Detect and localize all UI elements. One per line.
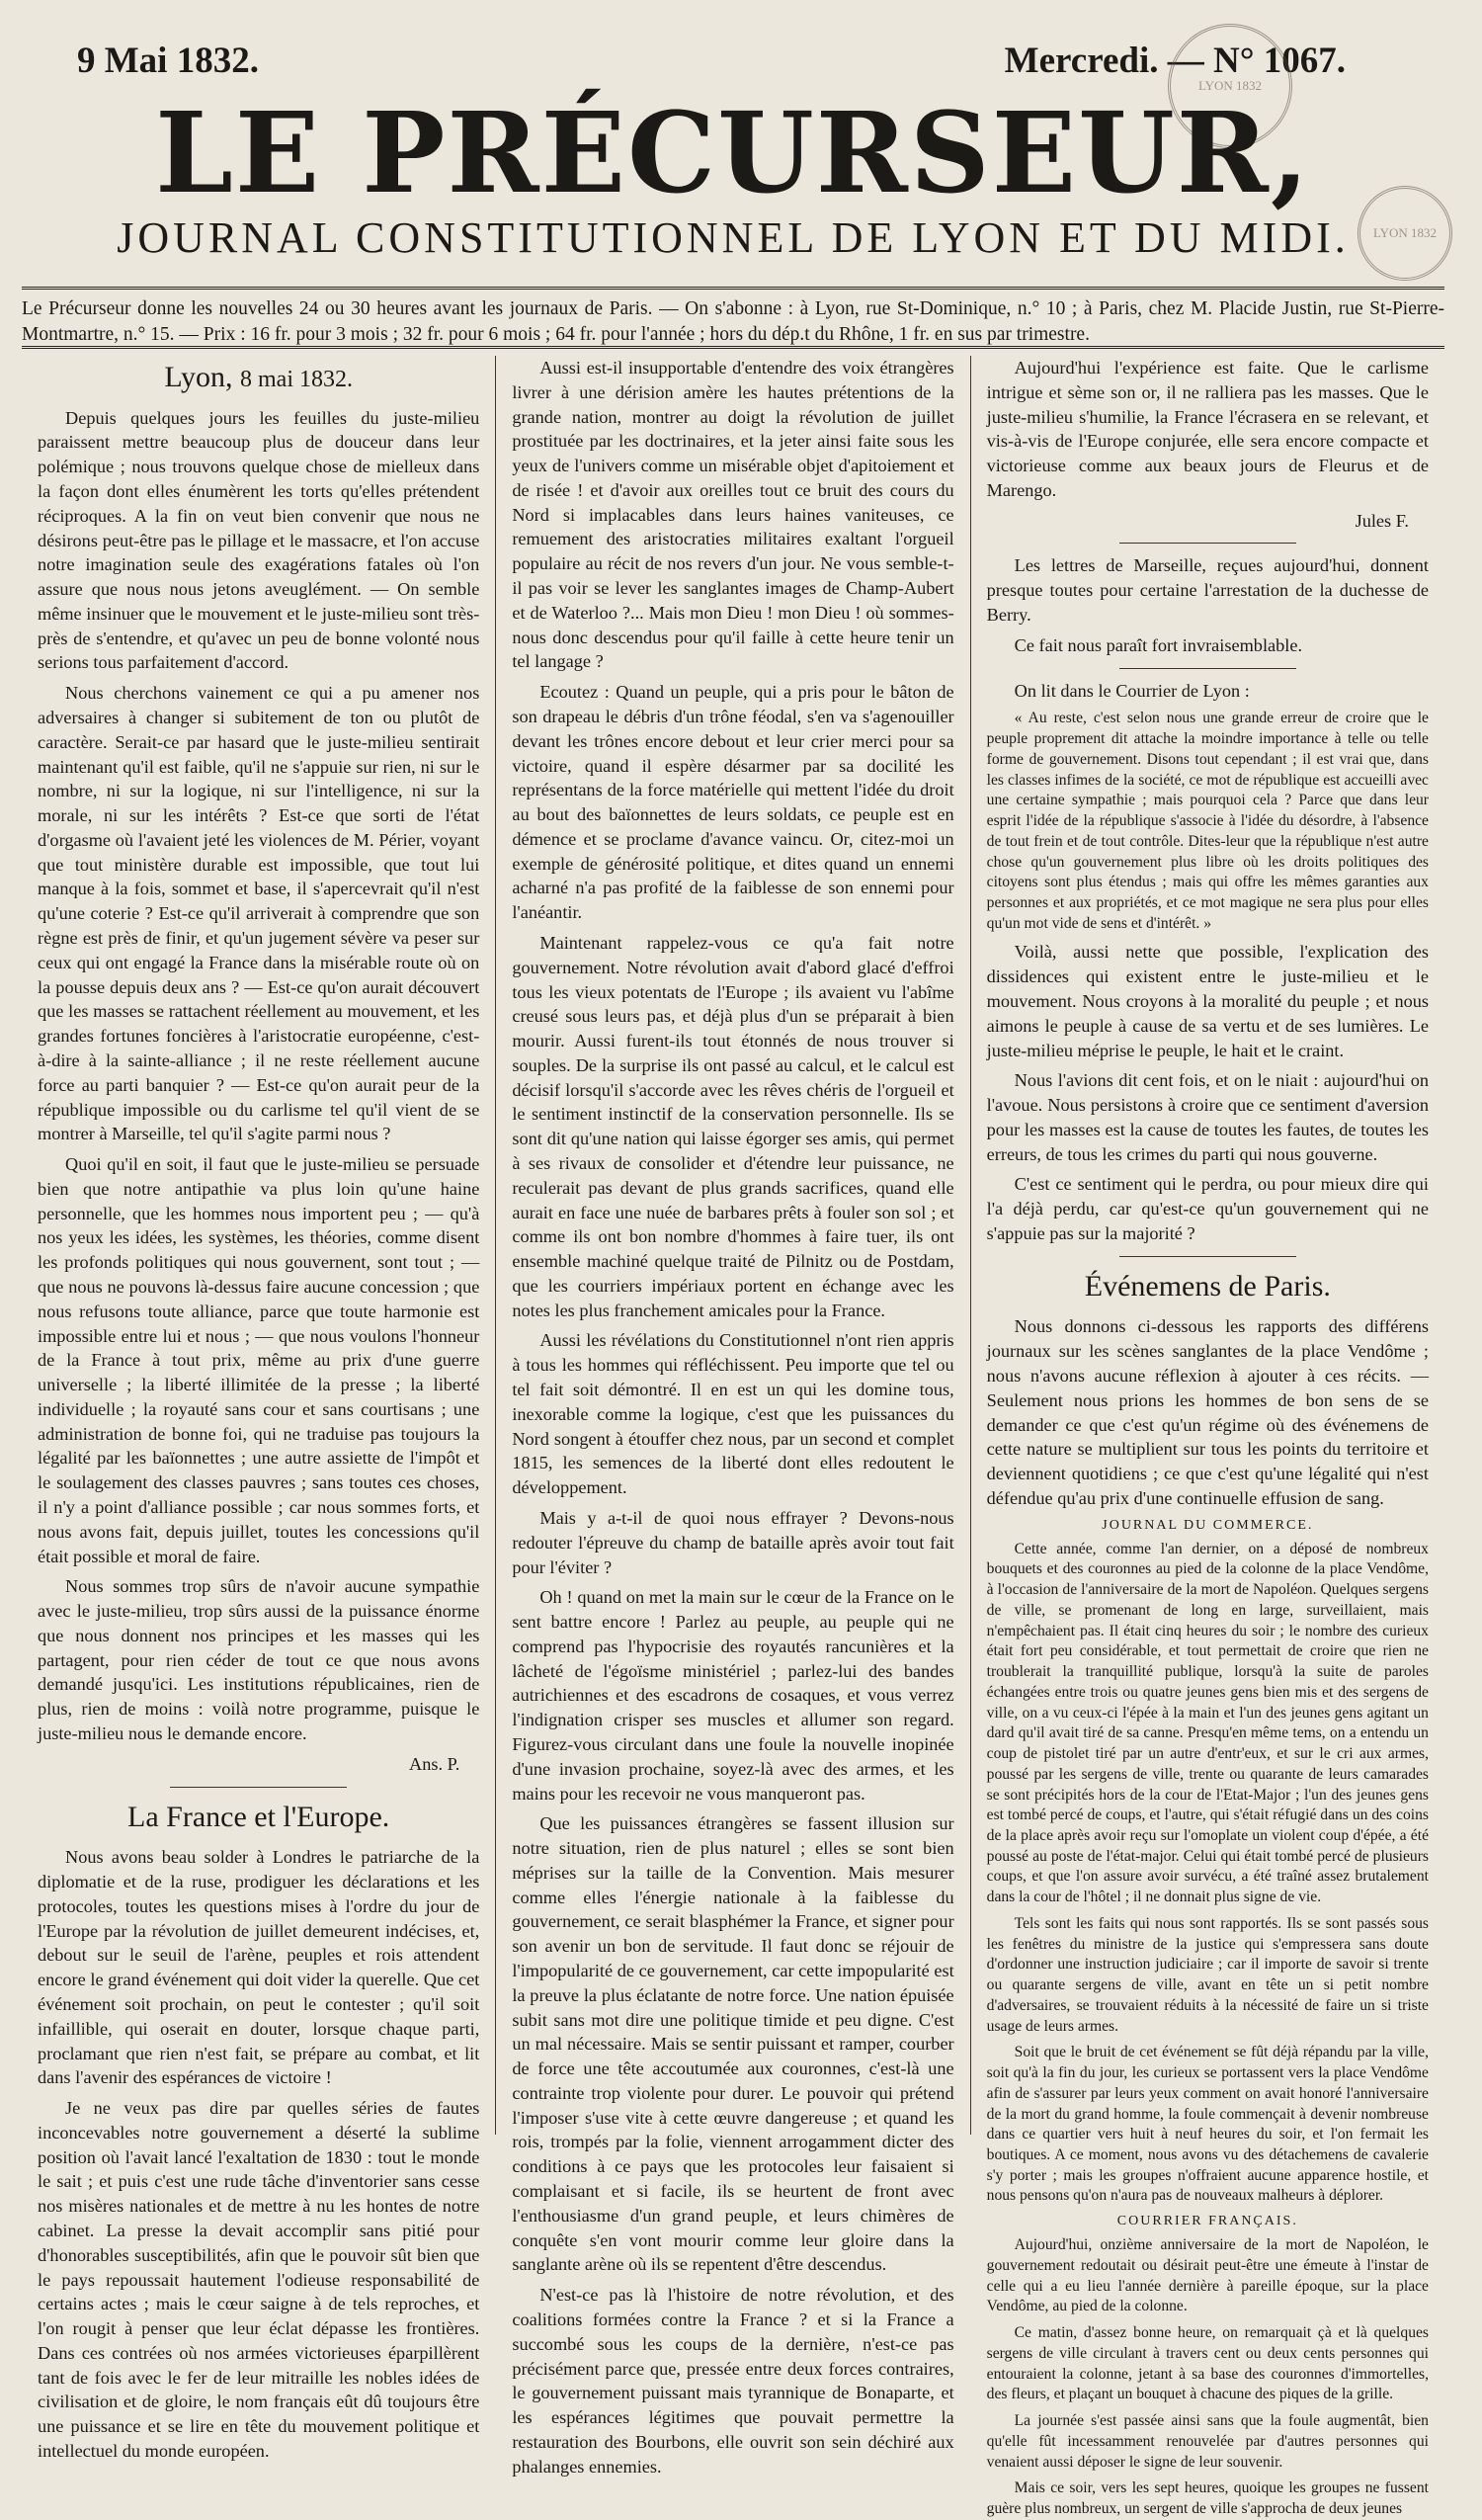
paragraph: Cette année, comme l'an dernier, on a déposé de nombreux bouquets et des couronnes au pied de la colonne de la place Vendôme, à l'occasion de l'anniversaire de la mort de Napoléon. Quelques sergens de ville, se promenant de long en large, surveillaient, mais n'empêchaient pas. Il était cinq heures du soir ; le nombre des curieux était fort peu considérable, et tout permettait de croire que rien ne troublerait la tranquillité publique, lorsqu'à la suite de paroles échangées entre trois ou quatre jeunes gens bien mis et des sergens de ville, on a vu ceux-ci l'épée à la main et l'un des jeunes gens agitant un dard qu'il avait tiré de sa canne. Presqu'en même tems, on a entendu un coup de pistolet tiré par un autre d'entr'eux, et sur le cri aux armes, poussé par les sergens de ville, trente ou quarante de leurs camarades se sont précipités hors de la cour de l'Etat-Major ; l'un des jeunes gens est tombé percé de coups, et l'autre, qui s'était réfugié dans un des coins de la place après avoir reçu sur l'omoplate un violent coup d'épée, a été poussé au poste de l'état-major. Celui qui était tombé percé de plusieurs coups, et que l'on assure avoir survécu, a été traîné assez brutalement dans la cour de l'hôtel ; il ne donnait plus signe de vie. bbox=[986, 1540, 1429, 1906]
section-divider bbox=[1119, 1256, 1296, 1257]
masthead-rule bbox=[22, 287, 1444, 290]
paragraph: Soit que le bruit de cet événement se fût déjà répandu par la ville, soit qu'à la fin du jour, les curieux se portassent vers la place Vendôme afin de s'assurer par leurs yeux comment on avait honoré l'anniversaire de la mort du grand homme, la foule commençait à devenir nombreuse dans ce quartier vers huit à neuf heures du soir, et l'on fermait les boutiques. A ce moment, nous avons vu des détachemens de cavalerie s'y porter ; mais les groupes n'offraient aucune apparence hostile, et nous pensons qu'on n'aura pas de nouveaux malheurs à déplorer. bbox=[986, 2044, 1429, 2205]
issue-number: Mercredi. — N° 1067. bbox=[1004, 41, 1346, 81]
subscription-notice: Le Précurseur donne les nouvelles 24 ou 30 heures avant les journaux de Paris. — On s'abonne : à Lyon, rue St-Dominique, n.° 10 ; à Paris, chez M. Placide Justin, rue St-Pierre-Montmartre, n.° 15. — Prix : 16 fr. pour 3 mois ; 32 fr. pour 6 mois ; 64 fr. pour l'année ; hors du dép.t du Rhône, 1 fr. en sus par trimestre. bbox=[22, 298, 1444, 346]
heading-date: 8 mai 1832. bbox=[240, 367, 353, 392]
paragraph: Que les puissances étrangères se fassent illusion sur notre situation, rien de plus naturel ; elles se sont bien méprises sur la taille de la Convention. Mais mesurer comme elles l'énergie nationale à la faiblesse du gouvernement, ce serait blasphémer la France, et signer pour son avenir un bon de servitude. Il faut donc se réjouir de l'impopularité de ce gouvernement, car cette impopularité est la preuve la plus éclatante de notre force. Une nation épuisée subit sans mot dire une politique timide et peu digne. C'est un mal nécessaire. Mais se sentir puissant et ramper, courber de force une tête accoutumée aux couronnes, c'est-là une contrainte trop violente pour durer. Le pouvoir qui prétend l'imposer s'use vite à cette œuvre dangereuse ; et quand les rois, trompés par la folie, viennent arrogamment dicter des conditions à ce pays que les protocoles leur faisaient si complaisant et si facile, ils se heurtent de front avec l'enthousiasme d'un grand peuple, et leurs chimères de conquête s'en vont mourir comme leur gloire dans la sanglante arène où ils se repentent d'être descendus. bbox=[512, 1813, 954, 2275]
paragraph: C'est ce sentiment qui le perdra, ou pour mieux dire qui l'a déjà perdu, car qu'est-ce qu'un gouvernement qui ne s'appuie pas sur la majorité ? bbox=[986, 1174, 1429, 1244]
paragraph: Je ne veux pas dire par quelles séries de fautes inconcevables notre gouvernement a déserté la sublime position où l'avait lancé l'exaltation de 1830 : tout le monde le sait ; et puis c'est une rude tâche d'inventorier sans cesse nos misères nationales et de mettre à nu les hontes de notre cabinet. La presse la devait accomplir sans pitié pour d'honorables susceptibilités, afin que le pouvoir sût bien que le pays repoussait hautement l'odieuse responsabilité de certains actes ; mais le cœur saigne à de tels reproches, et l'on rougit à penser que leur éclat dépasse les frontières. Dans ces contrées où nos armées victorieuses éparpillèrent tant de fois avec le fer de leur mitraille les nobles idées de civilisation et de gloire, le nom français eût dû toujours être une puissance et se lire en tête du mouvement politique et intellectuel du monde européen. bbox=[38, 2098, 480, 2461]
notice-rule bbox=[22, 346, 1444, 349]
paragraph: Mais y a-t-il de quoi nous effrayer ? Devons-nous redouter l'épreuve du champ de bataille après avoir tout fait pour l'éviter ? bbox=[512, 1507, 954, 1577]
paragraph: La journée s'est passée ainsi sans que la foule augmentât, bien qu'elle fût incessamment renouvelée par d'autres personnes qui venaient aussi déposer le signe de leur souvenir. bbox=[986, 2412, 1429, 2471]
section-heading: Événemens de Paris. bbox=[1084, 1269, 1331, 1302]
paragraph: Oh ! quand on met la main sur le cœur de la France on le sent battre encore ! Parlez au peuple, au peuple qui ne comprend pas l'hypocrisie des royautés rancunières et la lâcheté de l'égoïsme ministériel ; parlez-lui des bandes autrichiennes et des escadrons de cosaques, et vous verrez l'indignation crisper ses muscles et allumer son regard. Figurez-vous circulant dans une foule la nouvelle inopinée d'une invasion prochaine, soyez-là avec des armes, et les mains pour les recevoir ne vous manqueront pas. bbox=[512, 1587, 954, 1804]
quoted-paragraph: « Au reste, c'est selon nous une grande erreur de croire que le peuple proprement dit attache la moindre importance à telle ou telle forme de gouvernement. Disons tout cependant ; il est vrai que, dans les classes infimes de la société, ce mot de république est accueilli avec une certaine sympathie ; mais pourquoi cela ? Parce que dans leur esprit l'idée de la république s'associe à l'idée du désordre, à l'absence de tout frein et de tout contrôle. Dites-leur que la république n'est autre chose qu'un gouvernement plus libre où les droits politiques des citoyens sont plus étendus ; mais qui offre les mêmes garanties aux personnes et aux propriétés, et ce mot magique ne sera plus pour elles qu'un mot vide de sens et d'intérêt. » bbox=[986, 710, 1429, 932]
section-divider bbox=[170, 1787, 347, 1788]
paragraph: Aujourd'hui, onzième anniversaire de la mort de Napoléon, le gouvernement redoutait ou désirait peut-être une émeute à l'instar de celle qui a eu lieu l'année dernière à pareille époque, sur la place Vendôme, au pied de la colonne. bbox=[986, 2236, 1429, 2315]
paragraph: Voilà, aussi nette que possible, l'explication des dissidences qui existent entre le juste-milieu et le mouvement. Nous croyons à la moralité du peuple ; et nous aimons le peuple à cause de sa vertu et de ses lumières. Le juste-milieu méprise le peuple, le hait et le craint. bbox=[986, 942, 1429, 1060]
column-2 bbox=[495, 356, 969, 2477]
paragraph: Quoi qu'il en soit, il faut que le juste-milieu se persuade bien que notre antipathie va plus loin qu'une haine personnelle, que les hommes nous importent peu ; — qu'à nos yeux les idées, les systèmes, les théories, comme disent les profonds politiques qui nous gouvernent, sont tout ; — que nous ne pouvons là-dessus faire aucune concession ; que nous refusons toute alliance, parce que toute harmonie est impossible entre lui et nous ; — que nous voulons l'honneur de la France à tout prix, même au prix d'une guerre universelle ; la liberté illimitée de la presse ; la liberté individuelle ; la royauté sans cour et sans courtisans ; une administration de bonne foi, qui ne traduise pas toujours la légalité par les baïonnettes ; une autre assiette de l'impôt et le soulagement des classes pauvres ; sans toutes ces choses, il n'y a point d'alliance possible ; car nous sommes forts, et nous avons fait, depuis juillet, toutes les concessions qu'il était possible et moral de faire. bbox=[38, 1154, 480, 1566]
paragraph: Aussi les révélations du Constitutionnel n'ont rien appris à tous les hommes qui réfléchissent. Peu importe que tel ou tel fait soit démontré. Il en est un qui les domine tous, inexorable comme la logique, c'est que les puissances du Nord songent à étouffer chez nous, par un second et complet 1815, les semences de la liberté dont elles redoutent le développement. bbox=[512, 1330, 954, 1498]
issue-date: 9 Mai 1832. bbox=[77, 41, 259, 81]
heading-city: Lyon, bbox=[164, 361, 233, 393]
paragraph: Ecoutez : Quand un peuple, qui a pris pour le bâton de son drapeau le débris d'un trône féodal, s'en va s'agenouiller devant les trônes encore debout et leur crier merci pour sa victoire, quand il espère désarmer par sa docilité les représentans de la force matérielle qui mettent l'idée du droit au bout des baïonnettes de leurs soldats, ce peuple est en démence et se proclame d'avance vaincu. Or, citez-moi un exemple de générosité politique, et dites quand un ennemi acharné n'a pas profité de la faiblesse de son ennemi pour l'anéantir. bbox=[512, 682, 954, 923]
paragraph: Nous avons beau solder à Londres le patriarche de la diplomatie et de la ruse, prodiguer les déclarations et les protocoles, toutes les questions mises à l'ordre du jour de l'Europe par la révolution de juillet demeurent indécises, et, debout sur le seuil de l'arène, peuples et rois attendent encore le grand événement qui doit vider la querelle. Que cet événement soit prochain, on peut le contester ; qu'il soit infaillible, qui oserait en douter, lorsque chaque parti, proclamant que rien n'est fait, se prépare au combat, et lit dans l'avenir des espérances de victoire ! bbox=[38, 1847, 480, 2088]
paragraph: Tels sont les faits qui nous sont rapportés. Ils se sont passés sous les fenêtres du ministre de la justice qui s'empressera sans doute d'ordonner une instruction judiciaire ; car il importe de savoir si trente ou quarante sergens de ville, avant en tête un si petit nombre d'adversaires, se trouvaient réduits à la nécessité de faire un si triste usage de leurs armes. bbox=[986, 1914, 1429, 2035]
paragraph: Aussi est-il insupportable d'entendre des voix étrangères livrer à une dérision amère les hautes prétentions de la grande nation, montrer au doigt la révolution de juillet prostituée par les doctrinaires, et la jeter ainsi faite sous les yeux de l'univers comme un misérable objet d'apitoiement et de risée ! et d'avoir aux oreilles tout ce bruit des cours du Nord si implacables dans leurs haines vaniteuses, ce remuement des aristocraties militaires exaltant l'orgueil populaire au récit de nos revers d'un jour. Ne vous semble-t-il pas voir se lever les sanglantes images de Champ-Aubert et de Waterloo ?... Mais mon Dieu ! mon Dieu ! où sommes-nous donc descendus pour qu'il faille à cette heure tenir un tel langage ? bbox=[512, 358, 954, 672]
column-3 bbox=[970, 356, 1444, 2517]
paragraph: Nous l'avions dit cent fois, et on le niait : aujourd'hui on l'avoue. Nous persistons à croire que ce sentiment d'aversion pour les masses est la cause de toutes les fautes, de toutes les erreurs, de tous les crimes du parti qui nous gouverne. bbox=[986, 1070, 1429, 1164]
paragraph: Nous cherchons vainement ce qui a pu amener nos adversaires à changer si subitement de ton ou plutôt de caractère. Serait-ce par hasard que le juste-milieu sentirait maintenant qu'il est faible, qu'il ne s'appuie sur rien, ni sur le nombre, ni sur la logique, ni sur l'intelligence, ni sur la morale, ni sur les intérêts ? Est-ce que sorti de l'état d'orgasme où l'avaient jeté les violences de M. Périer, voyant que tout ministère durable est impossible, que tout lui manque à la fois, sommet et base, il s'apercevrait qu'il n'est qu'une coterie ? Est-ce qu'il arriverait à comprendre que son règne est près de finir, et qu'un jugement sévère va peser sur ceux qui ont engagé la France dans la misérable route où on la pousse depuis deux ans ? — Est-ce qu'on aurait découvert que les masses se rattachent réellement au mouvement, et les grandes fortunes foncières à l'aristocratie européenne, c'est-à-dire à la sainte-alliance ; il ne reste réellement aucune force au parti banquier ? — Est-ce qu'on aurait peur de la république impossible ou du carlisme tel qu'il vient de se montrer à Marseille, tel qu'il s'agite parmi nous ? bbox=[38, 683, 480, 1144]
stamp-text: LYON 1832 bbox=[1372, 225, 1438, 240]
paragraph: Ce fait nous paraît fort invraisemblable. bbox=[1014, 634, 1303, 655]
journal-title: JOURNAL DU COMMERCE. bbox=[1102, 1517, 1314, 1533]
paragraph: Maintenant rappelez-vous ce qu'a fait notre gouvernement. Notre révolution avait d'abord glacé d'effroi tous les vieux potentats de l'Europe ; ils avaient vu l'abîme creusé sous leurs pas, et déjà plus d'un se préparait à bien mourir. Aussi furent-ils tout étonnés de nous trouver si souples. De la surprise ils ont passé au calcul, et le calcul est décisif lorsqu'il s'accorde avec les rêves chéris de l'orgueil et le sentiment instinctif de la conservation personnelle. Ils se sont dit qu'une nation qui laisse égorger ses amis, qui permet à ses rivaux de consolider et d'étendre leur puissance, ne reculerait pas devant de plus grands sacrifices, quand elle aurait en face une nuée de barbares prêts à fouler son sol ; et comme ils ont bon nombre d'hommes à faire tuer, ils ont ensemble machiné quelque traité de Pilnitz ou de Postdam, que les courriers impériaux portent en échange avec les notes les plus franchement amicales pour la France. bbox=[512, 932, 954, 1320]
signature: Jules F. bbox=[1355, 510, 1409, 531]
paragraph: Nous sommes trop sûrs de n'avoir aucune sympathie avec le juste-milieu, trop sûrs aussi de la puissance énorme que nous donnent nos principes et les masses qui les partagent, pour rien céder de tout ce que nous avons demandé jusqu'ici. Les institutions républicaines, rien de plus, rien de moins : voilà notre programme, puisque le juste-milieu nous le demande encore. bbox=[38, 1576, 480, 1744]
paragraph: On lit dans le Courrier de Lyon : bbox=[1014, 680, 1250, 701]
section-divider bbox=[1119, 668, 1296, 669]
journal-title: COURRIER FRANÇAIS. bbox=[1116, 2214, 1298, 2229]
article-columns bbox=[22, 356, 1444, 2517]
signature: Ans. P. bbox=[409, 1753, 460, 1774]
column-1 bbox=[22, 356, 495, 2461]
stamp-text: LYON 1832 bbox=[1197, 78, 1263, 93]
paragraph: Ce matin, d'assez bonne heure, on remarquait çà et là quelques sergens de ville circulant à travers cent ou deux cents personnes qui entouraient la colonne, jetant à sa base des couronnes d'immortelles, des fleurs, et plaçant un bouquet à chacune des piques de la grille. bbox=[986, 2324, 1429, 2403]
paragraph: Depuis quelques jours les feuilles du juste-milieu paraissent mettre beaucoup plus de douceur dans leur polémique ; nous trouvons quelque chose de mielleux dans la façon dont elles énumèrent les torts qu'elles prétendent réciproques. A la fin on veut bien convenir que nous ne désirons peut-être pas le pillage et le massacre, et l'on accuse notre imagination seule des exagérations fatales où l'on assure que nous nous jetons aveuglément. — On semble même insinuer que le mouvement et le juste-milieu sont très-près de s'entendre, et qu'avec un peu de bonne volonté nous serions tous parfaitement d'accord. bbox=[38, 407, 480, 673]
lyon-heading bbox=[38, 358, 479, 398]
masthead-top bbox=[77, 40, 1346, 82]
newspaper-page bbox=[22, 10, 1444, 2517]
newspaper-subtitle: JOURNAL CONSTITUTIONNEL DE LYON ET DU MIDI. bbox=[117, 213, 1350, 262]
paragraph: Les lettres de Marseille, reçues aujourd'hui, donnent presque toutes pour certaine l'arrestation de la duchesse de Berry. bbox=[986, 555, 1429, 626]
section-divider bbox=[1119, 543, 1296, 544]
paragraph: Mais ce soir, vers les sept heures, quoique les groupes ne fussent guère plus nombreux, un sergent de ville s'approcha de deux jeunes bbox=[986, 2479, 1429, 2517]
paragraph: N'est-ce pas là l'histoire de notre révolution, et des coalitions formées contre la France ? et si la France a succombé sous les coups de la dernière, n'est-ce pas précisément parce que, pressée entre deux forces contraires, le gouvernement puissant mais tyrannique de Bonaparte, et les espérances légitimes que pouvait permettre la restauration des Bourbons, elle ouvrit son sein déchiré aux phalanges ennemies. bbox=[512, 2285, 954, 2477]
newspaper-title: LE PRÉCURSEUR, bbox=[155, 89, 1311, 218]
paragraph: Nous donnons ci-dessous les rapports des différens journaux sur les scènes sanglantes de la place Vendôme ; nous n'avons aucune réflexion à ajouter à ces récits. — Seulement nous prions les hommes de bon sens de se demander ce que c'est qu'un régime où des événemens de cette nature se multiplient sur tous les points du territoire et deviennent quotidiens ; ce que c'est qu'une légalité qui n'est défendue qu'au prix d'une continuelle effusion de sang. bbox=[986, 1316, 1429, 1508]
section-heading: La France et l'Europe. bbox=[127, 1800, 390, 1833]
paragraph: Aujourd'hui l'expérience est faite. Que le carlisme intrigue et sème son or, il ne ralliera pas les masses. Que le juste-milieu s'humilie, la France l'écrasera en se relevant, et vis-à-vis de l'Europe conjurée, elle sera encore compacte et victorieuse comme aux beaux jours de Fleurus et de Marengo. bbox=[986, 358, 1429, 500]
